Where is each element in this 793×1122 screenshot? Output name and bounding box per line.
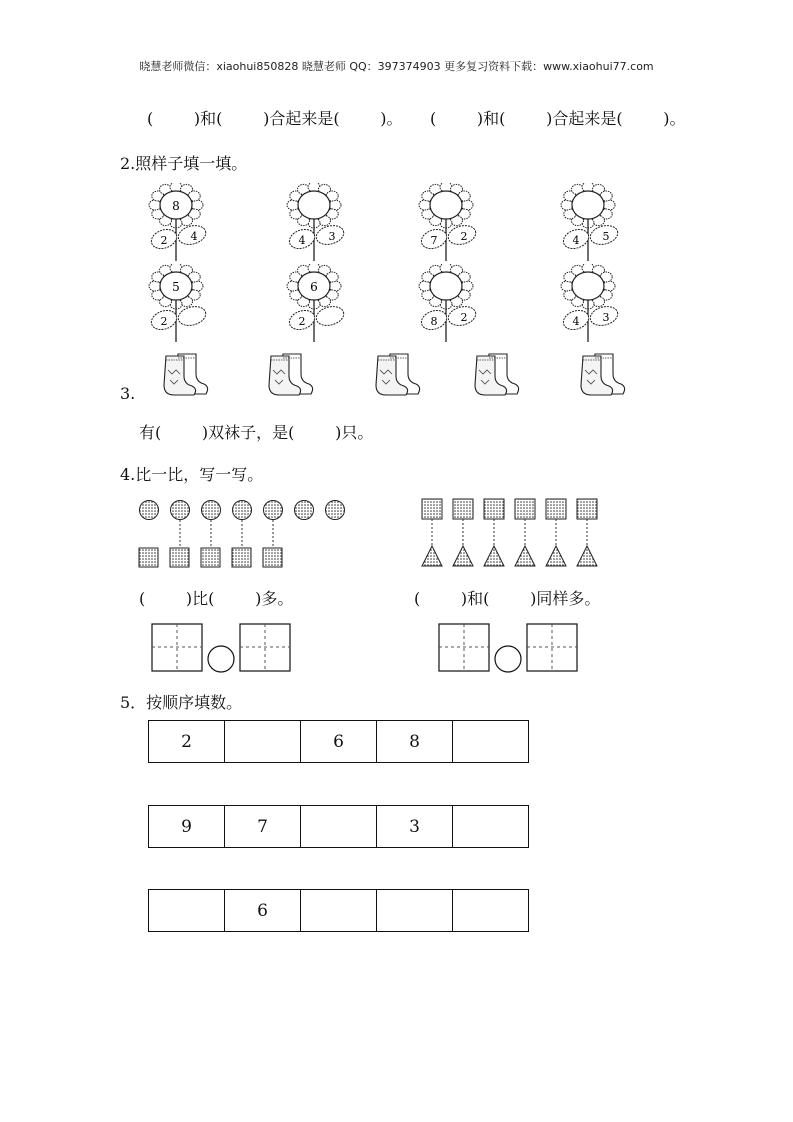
flower-right-number: 2: [460, 230, 468, 243]
flower-left-number: 2: [298, 315, 306, 328]
q4-title: 4.比一比，写一写。: [120, 465, 264, 484]
flower-right-number: 4: [190, 230, 198, 243]
seq2-cell-4[interactable]: 3: [377, 806, 453, 848]
socks-pair-1: [158, 350, 214, 398]
sequence-table-3: [148, 889, 529, 932]
q5-title: 5．按顺序填数。: [120, 693, 243, 712]
flower-center: [430, 272, 462, 300]
q4-right-sentence: ( )和( )同样多。: [414, 589, 601, 608]
seq3-cell-2[interactable]: 6: [225, 890, 301, 932]
socks-pair-5: [575, 350, 631, 398]
sequence-table-1: [148, 720, 529, 763]
flower-left-number: 7: [430, 234, 438, 247]
flower-center: [430, 191, 462, 219]
q2-title: 2.照样子填一填。: [120, 154, 248, 173]
flower-top-number: 6: [310, 280, 318, 294]
flower-top-number: 8: [172, 199, 180, 213]
squares-triangles-figure: [412, 495, 612, 575]
dotted-square: [422, 499, 442, 519]
dotted-square: [170, 548, 189, 567]
seq2-cell-1[interactable]: 9: [149, 806, 225, 848]
sequence-table-2: [148, 805, 529, 848]
dotted-square: [546, 499, 566, 519]
flower-left-number: 4: [298, 234, 306, 247]
flower-4: [560, 183, 632, 263]
flower-left-number: 2: [160, 315, 168, 328]
flower-left-number: 2: [160, 234, 168, 247]
compare-boxes-right: [437, 622, 582, 674]
seq1-cell-3[interactable]: 6: [301, 721, 377, 763]
flower-right-number: 5: [602, 230, 610, 243]
socks-pair-4: [469, 350, 525, 398]
dotted-square: [139, 548, 158, 567]
flower-center: [572, 272, 604, 300]
flower-right-number: 2: [460, 311, 468, 324]
seq3-cell-4[interactable]: [377, 890, 453, 932]
flower-5: [148, 264, 220, 344]
seq1-cell-2[interactable]: [225, 721, 301, 763]
flower-top-number: 5: [172, 280, 180, 294]
dotted-circle: [233, 501, 252, 520]
seq2-cell-5[interactable]: [453, 806, 529, 848]
seq1-cell-5[interactable]: [453, 721, 529, 763]
flower-1: [148, 183, 220, 263]
dotted-triangle: [515, 546, 535, 566]
seq1-cell-4[interactable]: 8: [377, 721, 453, 763]
dotted-triangle: [546, 546, 566, 566]
flower-8: [560, 264, 632, 344]
dotted-circle: [140, 501, 159, 520]
dotted-circle: [264, 501, 283, 520]
flower-left-number: 8: [430, 315, 438, 328]
q3-number: 3.: [120, 384, 136, 403]
q4-left-sentence: ( )比( )多。: [139, 589, 294, 608]
flower-left-number: 4: [572, 234, 580, 247]
flower-6: [286, 264, 358, 344]
socks-pair-2: [263, 350, 319, 398]
dotted-square: [515, 499, 535, 519]
dotted-triangle: [422, 546, 442, 566]
flower-7: [418, 264, 490, 344]
dotted-square: [201, 548, 220, 567]
flower-2: [286, 183, 358, 263]
dotted-circle: [326, 501, 345, 520]
seq1-cell-1[interactable]: 2: [149, 721, 225, 763]
seq2-cell-3[interactable]: [301, 806, 377, 848]
dotted-circle: [295, 501, 314, 520]
page-header: 晓慧老师微信：xiaohui850828 晓慧老师 QQ：397374903 更多复习资料下载：www.xiaohui77.com: [139, 60, 654, 73]
flower-left-number: 4: [572, 315, 580, 328]
compare-boxes-left: [150, 622, 295, 674]
q1-left-sentence: ( )和( )合起来是( )。: [147, 109, 403, 128]
flower-3: [418, 183, 490, 263]
q3-sentence: 有( )双袜子，是( )只。: [139, 423, 374, 442]
dotted-circle: [171, 501, 190, 520]
dotted-triangle: [577, 546, 597, 566]
seq3-cell-5[interactable]: [453, 890, 529, 932]
compare-circle-left: [208, 646, 234, 672]
flower-center: [298, 191, 330, 219]
seq3-cell-1[interactable]: [149, 890, 225, 932]
dotted-triangle: [453, 546, 473, 566]
dotted-square: [577, 499, 597, 519]
dotted-square: [263, 548, 282, 567]
flower-right-number: 3: [602, 311, 610, 324]
compare-circle-right: [495, 646, 521, 672]
dotted-triangle: [484, 546, 504, 566]
socks-pair-3: [370, 350, 426, 398]
circles-squares-figure: [130, 495, 370, 575]
dotted-square: [484, 499, 504, 519]
flower-right-number: 3: [328, 230, 336, 243]
flower-center: [572, 191, 604, 219]
dotted-square: [453, 499, 473, 519]
seq3-cell-3[interactable]: [301, 890, 377, 932]
dotted-circle: [202, 501, 221, 520]
q1-right-sentence: ( )和( )合起来是( )。: [430, 109, 686, 128]
dotted-square: [232, 548, 251, 567]
seq2-cell-2[interactable]: 7: [225, 806, 301, 848]
